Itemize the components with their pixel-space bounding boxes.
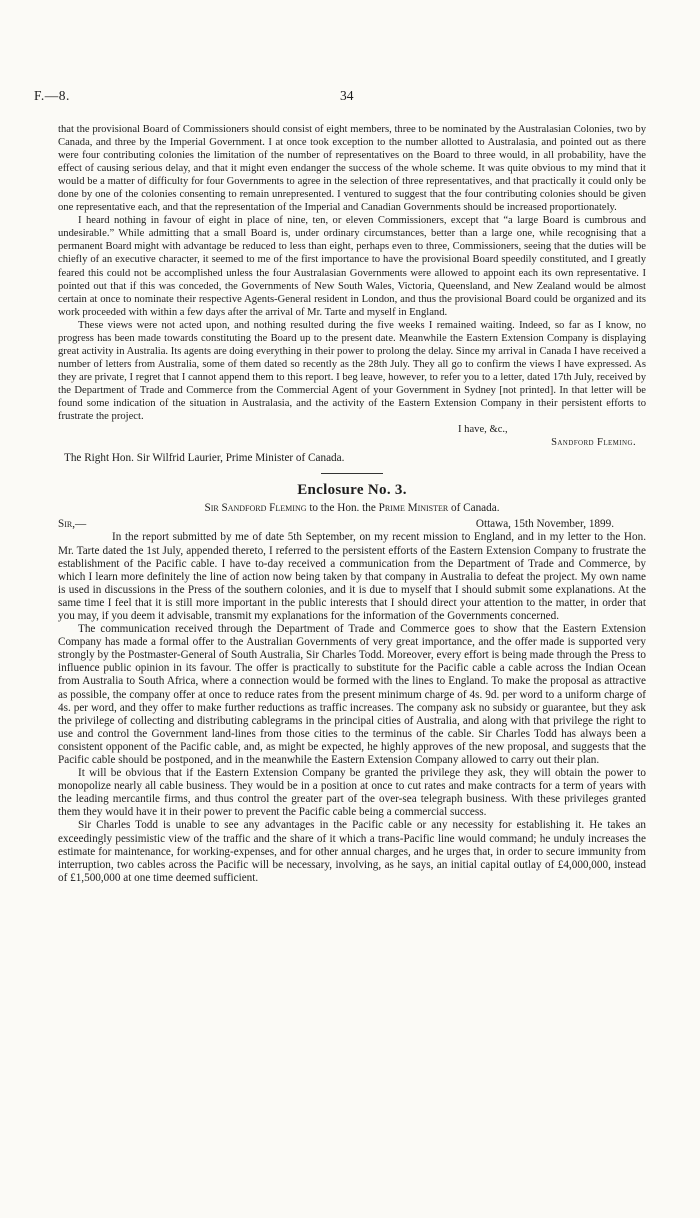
- place-date: Ottawa, 15th November, 1899.: [475, 518, 614, 531]
- paragraph: The communication received through the Department of Trade and Commerce goes to show that the Eastern Extension Company has made a formal offer to the Australian Governments of very great importance, and the offer made is supported very strongly by the Postmaster-General of South Australia, Sir Charles Todd. Moreover, every effort is being made through the Press to influence public opinion in its favour. The offer is practically to substitute for the Pacific cable a cable across the Indian Ocean from Australia to South Africa, where a connection would be formed with the lines to England. To make the proposal as attractive as possible, the company offer at once to reduce rates from the present minimum charge of 4s. 9d. per word to a uniform charge of 4s. per word, and they offer to make further reductions as traffic increases. The company ask no subsidy or guarantee, but they ask the privilege of collecting and distributing cablegrams in the principal cities of Australia, and along with that privilege the right to use and control the Government land-lines from those cities to the terminus of the cable. Sir Charles Todd has always been a consistent opponent of the Pacific cable, and, as might be expected, he highly approves of the new proposal, and suggests that the Pacific cable should be postponed, and in the meanwhile the Eastern Extension Company allowed to carry out their plan.: [58, 623, 646, 766]
- subtitle-sender: Sir Sandford Fleming: [204, 502, 307, 515]
- subtitle-recipient: Prime Minister: [378, 502, 449, 515]
- paragraph-continued: that the provisional Board of Commissioners should consist of eight members, three to be nominated by the Australasian Colonies, two by Canada, and three by the Imperial Government. I at once took exception to the number allotted to Australasia, and pointed out as there were four contributing colonies the limitation of the number of representatives on the Board to three would, in all probability, have the effect of causing serious delay, and that it might even endanger the success of the whole scheme. It was quite obvious to my mind that it would be a matter of difficulty for four Governments to agree in the selection of three representatives, and that practically it could only be done by one of the colonies consenting to remain unrepresented. I ventured to suggest that the four contributing colonies should be given one representative each, and that the representation of the Imperial and Canadian Governments should be increased proportionately.: [58, 124, 646, 214]
- page-body: [58, 123, 646, 885]
- addressee: The Right Hon. Sir Wilfrid Laurier, Prime Minister of Canada.: [64, 452, 345, 465]
- paragraph: In the report submitted by me of date 5th September, on my recent mission to England, and in my letter to the Hon. Mr. Tarte dated the 1st July, appended thereto, I referred to the persistent efforts of the Eastern Extension Company to frustrate the establishment of the Pacific cable. I have to-day received a communication from the Department of Trade and Commerce, by which I learn more definitely the line of action now being taken by that company in Australia to defeat the project. My own name is used in discussions in the Press of the southern colonies, and it is due to myself that I should submit some explanations. At the same time I feel that it is still more important in the public interests that I should direct your attention to the matter, in order that you may, if you deem it advisable, transmit my explanations for the information of the Governments concerned.: [58, 531, 646, 622]
- page-number: 34: [340, 88, 354, 103]
- paragraph: Sir Charles Todd is unable to see any advantages in the Pacific cable or any necessity for establishing it. He takes an exceedingly pessimistic view of the traffic and the share of it which a trans-Pacific line would command; he unduly increases the estimate for maintenance, for working-expenses, and for other annual charges, and he urges that, in order to secure immunity from interruption, two cables across the Pacific will be necessary, involving, as he says, an initial capital outlay of £4,000,000, instead of £1,500,000 at one time deemed sufficient.: [58, 819, 646, 884]
- subtitle-end: of Canada.: [448, 502, 500, 515]
- subtitle-connector: to the Hon. the: [306, 502, 379, 515]
- document-reference: F.—8.: [34, 88, 70, 103]
- paragraph: It will be obvious that if the Eastern Extension Company be granted the privilege they ask, they will obtain the power to monopolize nearly all cable business. They would be in a position at once to cut rates and make contracts for a term of years with the leading mercantile firms, and thus control the greater part of the over-sea telegraph business. With these privileges granted them they would have it in their power to prevent the Pacific cable being a commercial success.: [58, 767, 646, 819]
- enclosure-title: Enclosure No. 3.: [297, 482, 407, 499]
- paragraph: These views were not acted upon, and nothing resulted during the five weeks I remained waiting. Indeed, so far as I know, no progress has been made towards constituting the Board up to the present date. Meanwhile the Eastern Extension Company is displaying great activity in Australia. Its agents are doing everything in their power to prolong the delay. Since my arrival in Canada I have received a number of letters from Australia, some of them dated so recently as the 28th July. They all go to confirm the views I have expressed. As they are private, I regret that I cannot append them to this report. I beg leave, however, to refer you to a letter, dated 17th July, received by the Department of Trade and Commerce from the Commercial Agent of your Government in Sydney [not printed]. In that letter will be found some indication of the situation in Australasia, and the activity of the Eastern Extension Company in their persistent efforts to frustrate the project.: [58, 319, 646, 423]
- salutation-line: [58, 518, 646, 531]
- enclosure-body: [58, 531, 646, 885]
- enclosure-subtitle: [58, 502, 646, 515]
- signature: Sandford Fleming.: [551, 437, 636, 449]
- paragraph: I heard nothing in favour of eight in place of nine, ten, or eleven Commissioners, except that “a large Board is cumbrous and undesirable.” While admitting that a small Board is, under ordinary circumstances, better than a large one, while recognising that a permanent Board might with advantage be reduced to less than eight, perhaps even to three, Commissioners, seeing that the duties will be chiefly of an executive character, it seemed to me of the first importance to have the provisional Board speedily constituted, and I greatly feared this could not be accomplished unless the four Australasian Governments were allowed to appoint each its own representative. I pointed out that if this was conceded, the Governments of New South Wales, Victoria, Queensland, and New Zealand would be almost certain at once to nominate their respective Agents-General resident in London, and thus the provisional Board could be organized and its work proceeded with within a few days after the arrival of Mr. Tarte and myself in England.: [58, 215, 646, 318]
- salutation: Sir,—: [58, 518, 87, 531]
- letter-closing: I have, &c.,: [458, 424, 508, 436]
- section-divider: [321, 473, 383, 474]
